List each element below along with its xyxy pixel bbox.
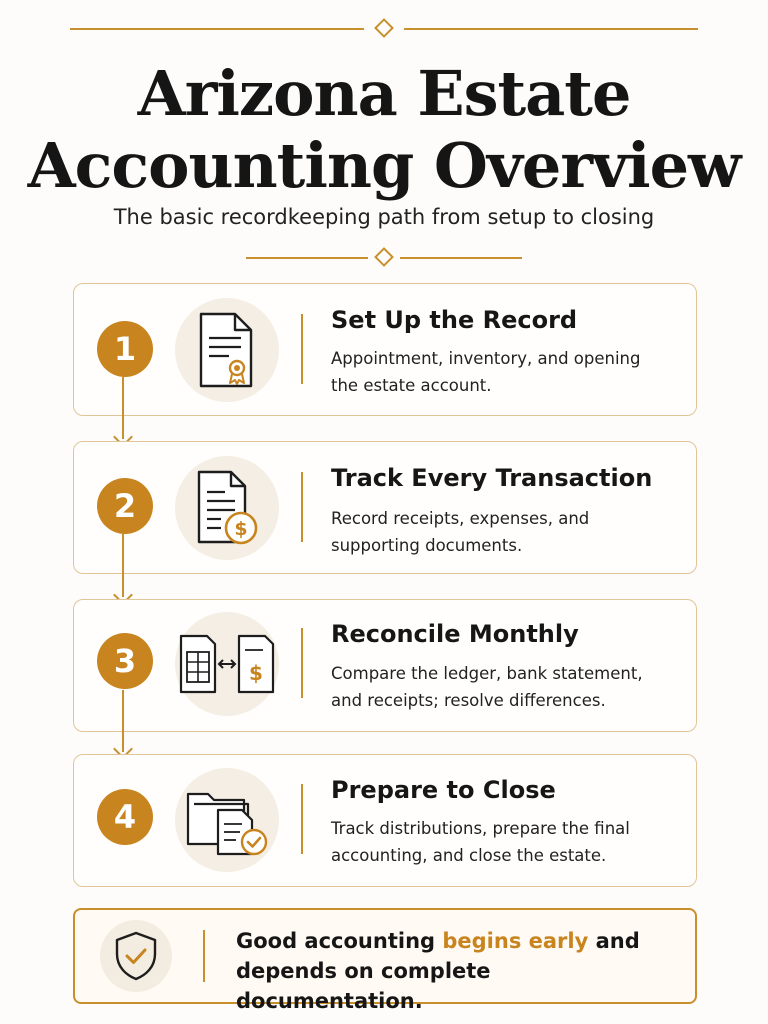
header-rule-left (70, 28, 364, 30)
step-separator-1 (301, 314, 303, 384)
step-number-4: 4 (97, 789, 153, 845)
page-title-line1: Arizona Estate (137, 57, 631, 130)
footer-separator (203, 930, 205, 982)
step-icon-circle-3 (175, 612, 279, 716)
footer-message (236, 926, 676, 1016)
step-separator-4 (301, 784, 303, 854)
step-description-2: Record receipts, expenses, and supporting documents. (331, 509, 590, 555)
step-separator-3 (301, 628, 303, 698)
svg-text:$: $ (234, 518, 248, 540)
folder-check-icon (182, 782, 272, 858)
step-icon-circle-4 (175, 768, 279, 872)
page-subtitle: The basic recordkeeping path from setup to closing (113, 205, 655, 229)
footer-text-end: and depends on complete documentation. (236, 929, 640, 1013)
subtitle-diamond-icon (374, 247, 394, 267)
step-icon-circle-1 (175, 298, 279, 402)
step-icon-circle-2 (175, 456, 279, 560)
step-separator-2 (301, 472, 303, 542)
footer-text-start: Good accounting (236, 929, 443, 953)
header-diamond-icon (374, 18, 394, 38)
step-number-1: 1 (97, 321, 153, 377)
step-title-3: Reconcile Monthly (331, 620, 579, 648)
page-title-line2: Accounting Overview (27, 129, 741, 202)
subtitle-rule-left (246, 257, 368, 259)
svg-text:$: $ (249, 661, 263, 685)
step-description-4: Track distributions, prepare the final accounting, and close the estate. (331, 819, 630, 865)
step-number-2: 2 (97, 478, 153, 534)
step-number-3: 3 (97, 633, 153, 689)
shield-check-icon (112, 930, 160, 982)
header-rule-right (404, 28, 698, 30)
step-description-1: Appointment, inventory, and opening the estate account. (331, 349, 641, 395)
document-dollar-icon (191, 468, 263, 548)
step-description-3: Compare the ledger, bank statement, and receipts; resolve differences. (331, 664, 643, 710)
step-title-2: Track Every Transaction (331, 464, 653, 492)
certificate-document-icon (195, 310, 259, 390)
step-title-4: Prepare to Close (331, 776, 556, 804)
shield-icon-circle (100, 920, 172, 992)
ledger-compare-icon (177, 632, 277, 696)
subtitle-rule-right (400, 257, 522, 259)
step-title-1: Set Up the Record (331, 306, 578, 334)
footer-highlight: begins early (442, 929, 589, 953)
